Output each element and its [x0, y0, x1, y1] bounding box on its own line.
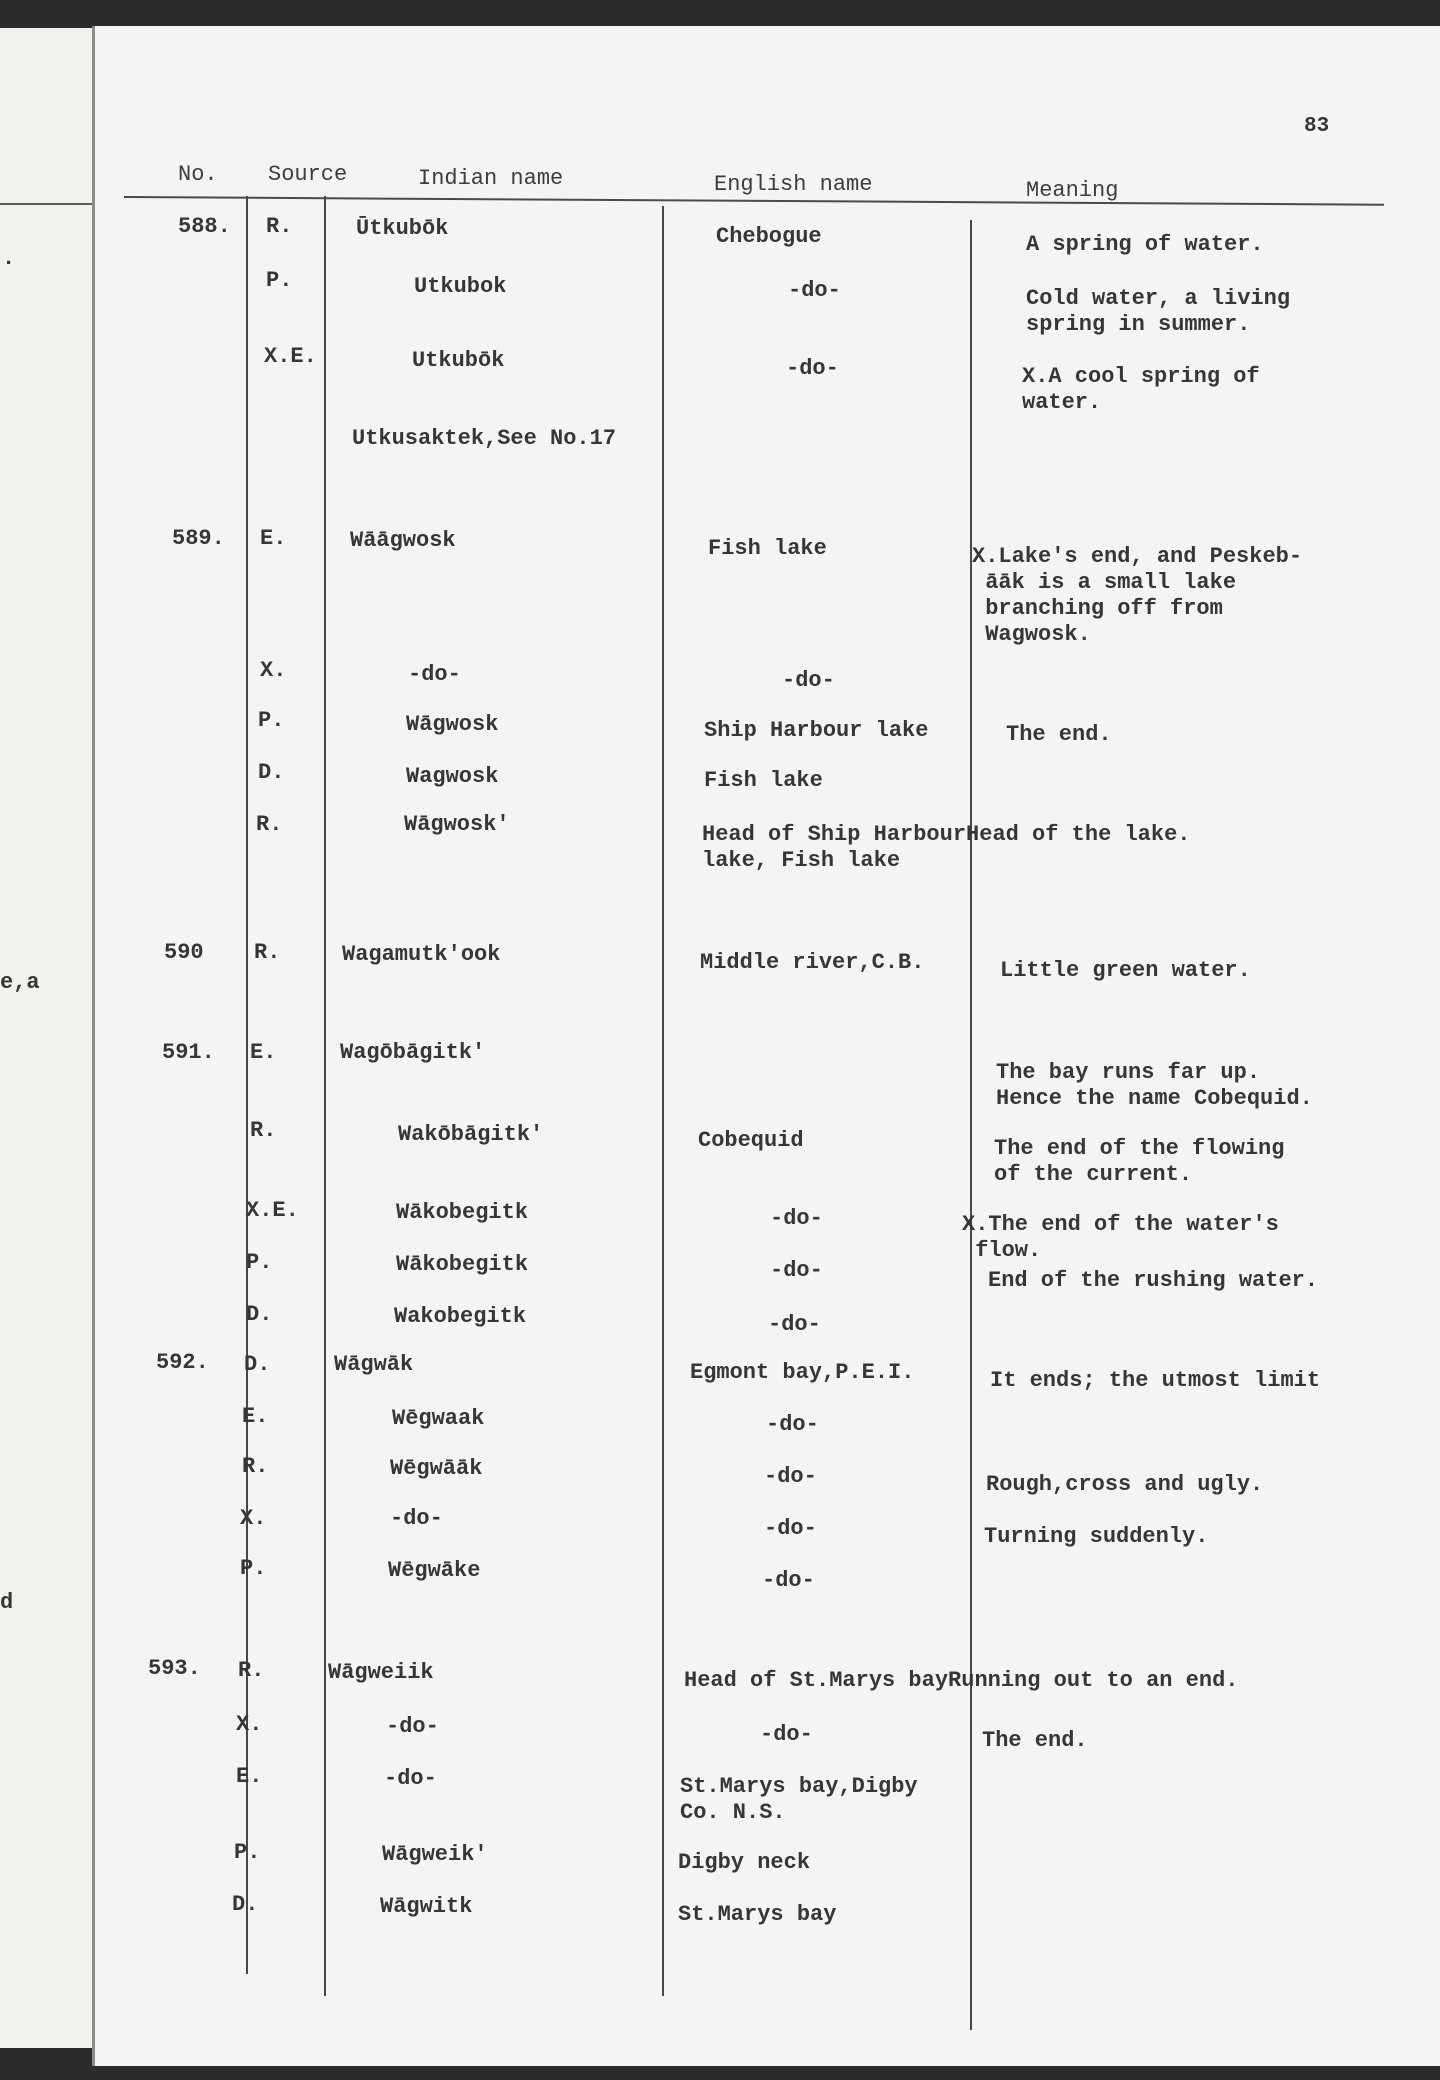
page-number: 83: [1304, 115, 1330, 138]
entry-meaning: Cold water, a living spring in summer.: [1026, 286, 1291, 337]
entry-source: E.: [236, 1764, 263, 1789]
entry-indian-name: Wāgweiik: [328, 1660, 434, 1685]
entry-source: X.E.: [264, 344, 317, 369]
entry-indian-name: Wāāgwosk: [350, 528, 456, 553]
entry-english-name: Fish lake: [704, 768, 823, 793]
entry-indian-name: Wāgweik': [382, 1842, 488, 1867]
entry-source: E.: [250, 1040, 277, 1065]
header-meaning: Meaning: [1026, 178, 1119, 203]
entry-number: 591.: [162, 1040, 215, 1065]
entry-source: R.: [254, 940, 281, 965]
entry-indian-name: Wākobegitk: [396, 1252, 529, 1277]
entry-english-name: St.Marys bay: [678, 1902, 837, 1927]
entry-indian-name: Wākobegitk: [396, 1200, 529, 1225]
entry-indian-name: Wagōbāgitk': [340, 1040, 486, 1065]
entry-indian-name: Wagamutk'ook: [342, 942, 501, 967]
entry-number: 592.: [156, 1350, 209, 1375]
entry-meaning: Rough,cross and ugly.: [986, 1472, 1264, 1497]
entry-source: R.: [238, 1658, 265, 1683]
entry-number: 593.: [148, 1656, 201, 1681]
entry-indian-name: Utkubōk: [412, 348, 505, 373]
column-divider: [970, 220, 972, 2030]
entry-english-name: Egmont bay,P.E.I.: [690, 1360, 915, 1385]
entry-english-name: St.Marys bay,Digby Co. N.S.: [680, 1774, 918, 1825]
column-divider: [324, 196, 326, 1996]
entry-indian-name: -do-: [384, 1766, 437, 1791]
entry-source: R.: [266, 214, 293, 239]
entry-indian-name: Wāgwosk: [406, 712, 499, 737]
entry-number: 590: [164, 940, 204, 965]
entry-indian-name: Wēgwaak: [392, 1406, 485, 1431]
entry-indian-name: Wakōbāgitk': [398, 1122, 544, 1147]
entry-indian-name: Wāgwitk: [380, 1894, 473, 1919]
entry-meaning: The end.: [982, 1728, 1088, 1753]
entry-english-name: Head of St.Marys bayRunning out to an end.: [684, 1668, 1239, 1693]
entry-meaning: The end of the flowing of the current.: [994, 1136, 1285, 1187]
entry-english-name: -do-: [770, 1258, 823, 1283]
entry-indian-name: -do-: [390, 1506, 443, 1531]
header-source: Source: [268, 162, 348, 187]
previous-page-rule: [0, 203, 92, 205]
entry-meaning: Little green water.: [1000, 958, 1251, 983]
entry-english-name: -do-: [770, 1206, 823, 1231]
entry-indian-name: Utkubok: [414, 274, 507, 299]
entry-number: 588.: [178, 214, 231, 239]
entry-indian-name: Utkusaktek,See No.17: [352, 426, 617, 451]
entry-meaning: X.Lake's end, and Peskeb- āāk is a small lake branching off from Wagwosk.: [972, 544, 1303, 647]
entry-source: X.: [260, 658, 287, 683]
entry-source: X.: [236, 1712, 263, 1737]
entry-source: D.: [232, 1892, 259, 1917]
entry-english-name: Head of Ship HarbourHead of the lake. lake, Fish lake: [702, 822, 1191, 873]
header-english-name: English name: [714, 172, 873, 197]
entry-source: P.: [234, 1840, 261, 1865]
entry-meaning: X.A cool spring of water.: [1022, 364, 1260, 415]
entry-number: 589.: [172, 526, 225, 551]
left-fragment: d: [0, 1590, 14, 1615]
entry-meaning: The end.: [1006, 722, 1112, 747]
entry-english-name: -do-: [782, 668, 835, 693]
left-fragment: e,a: [0, 970, 40, 995]
entry-meaning: X.The end of the water's flow.: [962, 1212, 1279, 1263]
header-no: No.: [178, 162, 218, 187]
entry-meaning: End of the rushing water.: [988, 1268, 1319, 1293]
entry-indian-name: Ūtkubōk: [356, 216, 449, 241]
entry-source: E.: [260, 526, 287, 551]
entry-english-name: Middle river,C.B.: [700, 950, 925, 975]
entry-english-name: Cobequid: [698, 1128, 804, 1153]
entry-indian-name: Wēgwāāk: [390, 1456, 483, 1481]
entry-source: X.: [240, 1506, 267, 1531]
entry-english-name: Digby neck: [678, 1850, 811, 1875]
column-divider: [662, 206, 664, 1996]
entry-source: D.: [258, 760, 285, 785]
entry-source: P.: [246, 1250, 273, 1275]
entry-indian-name: Wēgwāke: [388, 1558, 481, 1583]
entry-english-name: Ship Harbour lake: [704, 718, 929, 743]
entry-english-name: -do-: [766, 1412, 819, 1437]
entry-indian-name: Wakobegitk: [394, 1304, 527, 1329]
entry-indian-name: -do-: [408, 662, 461, 687]
entry-source: R.: [250, 1118, 277, 1143]
entry-english-name: -do-: [788, 278, 841, 303]
entry-indian-name: Wagwosk: [406, 764, 499, 789]
entry-source: P.: [240, 1556, 267, 1581]
entry-source: X.E.: [246, 1198, 299, 1223]
entry-source: R.: [256, 812, 283, 837]
entry-indian-name: Wāgwāk: [334, 1352, 414, 1377]
entry-english-name: Chebogue: [716, 224, 822, 249]
entry-meaning: It ends; the utmost limit: [990, 1368, 1321, 1393]
entry-english-name: Fish lake: [708, 536, 827, 561]
entry-english-name: -do-: [764, 1464, 817, 1489]
entry-source: D.: [244, 1352, 271, 1377]
entry-source: E.: [242, 1404, 269, 1429]
left-fragment: .: [2, 246, 16, 271]
entry-source: D.: [246, 1302, 273, 1327]
entry-english-name: -do-: [762, 1568, 815, 1593]
entry-source: P.: [266, 268, 293, 293]
entry-english-name: -do-: [764, 1516, 817, 1541]
entry-source: P.: [258, 708, 285, 733]
entry-indian-name: -do-: [386, 1714, 439, 1739]
entry-english-name: -do-: [768, 1312, 821, 1337]
entry-english-name: -do-: [786, 356, 839, 381]
entry-source: R.: [242, 1454, 269, 1479]
entry-english-name: -do-: [760, 1722, 813, 1747]
entry-meaning: Turning suddenly.: [984, 1524, 1209, 1549]
entry-meaning: The bay runs far up. Hence the name Cobequid.: [996, 1060, 1313, 1111]
column-divider: [246, 196, 248, 1974]
entry-meaning: A spring of water.: [1026, 232, 1264, 257]
entry-indian-name: Wāgwosk': [404, 812, 510, 837]
header-indian-name: Indian name: [418, 166, 564, 191]
